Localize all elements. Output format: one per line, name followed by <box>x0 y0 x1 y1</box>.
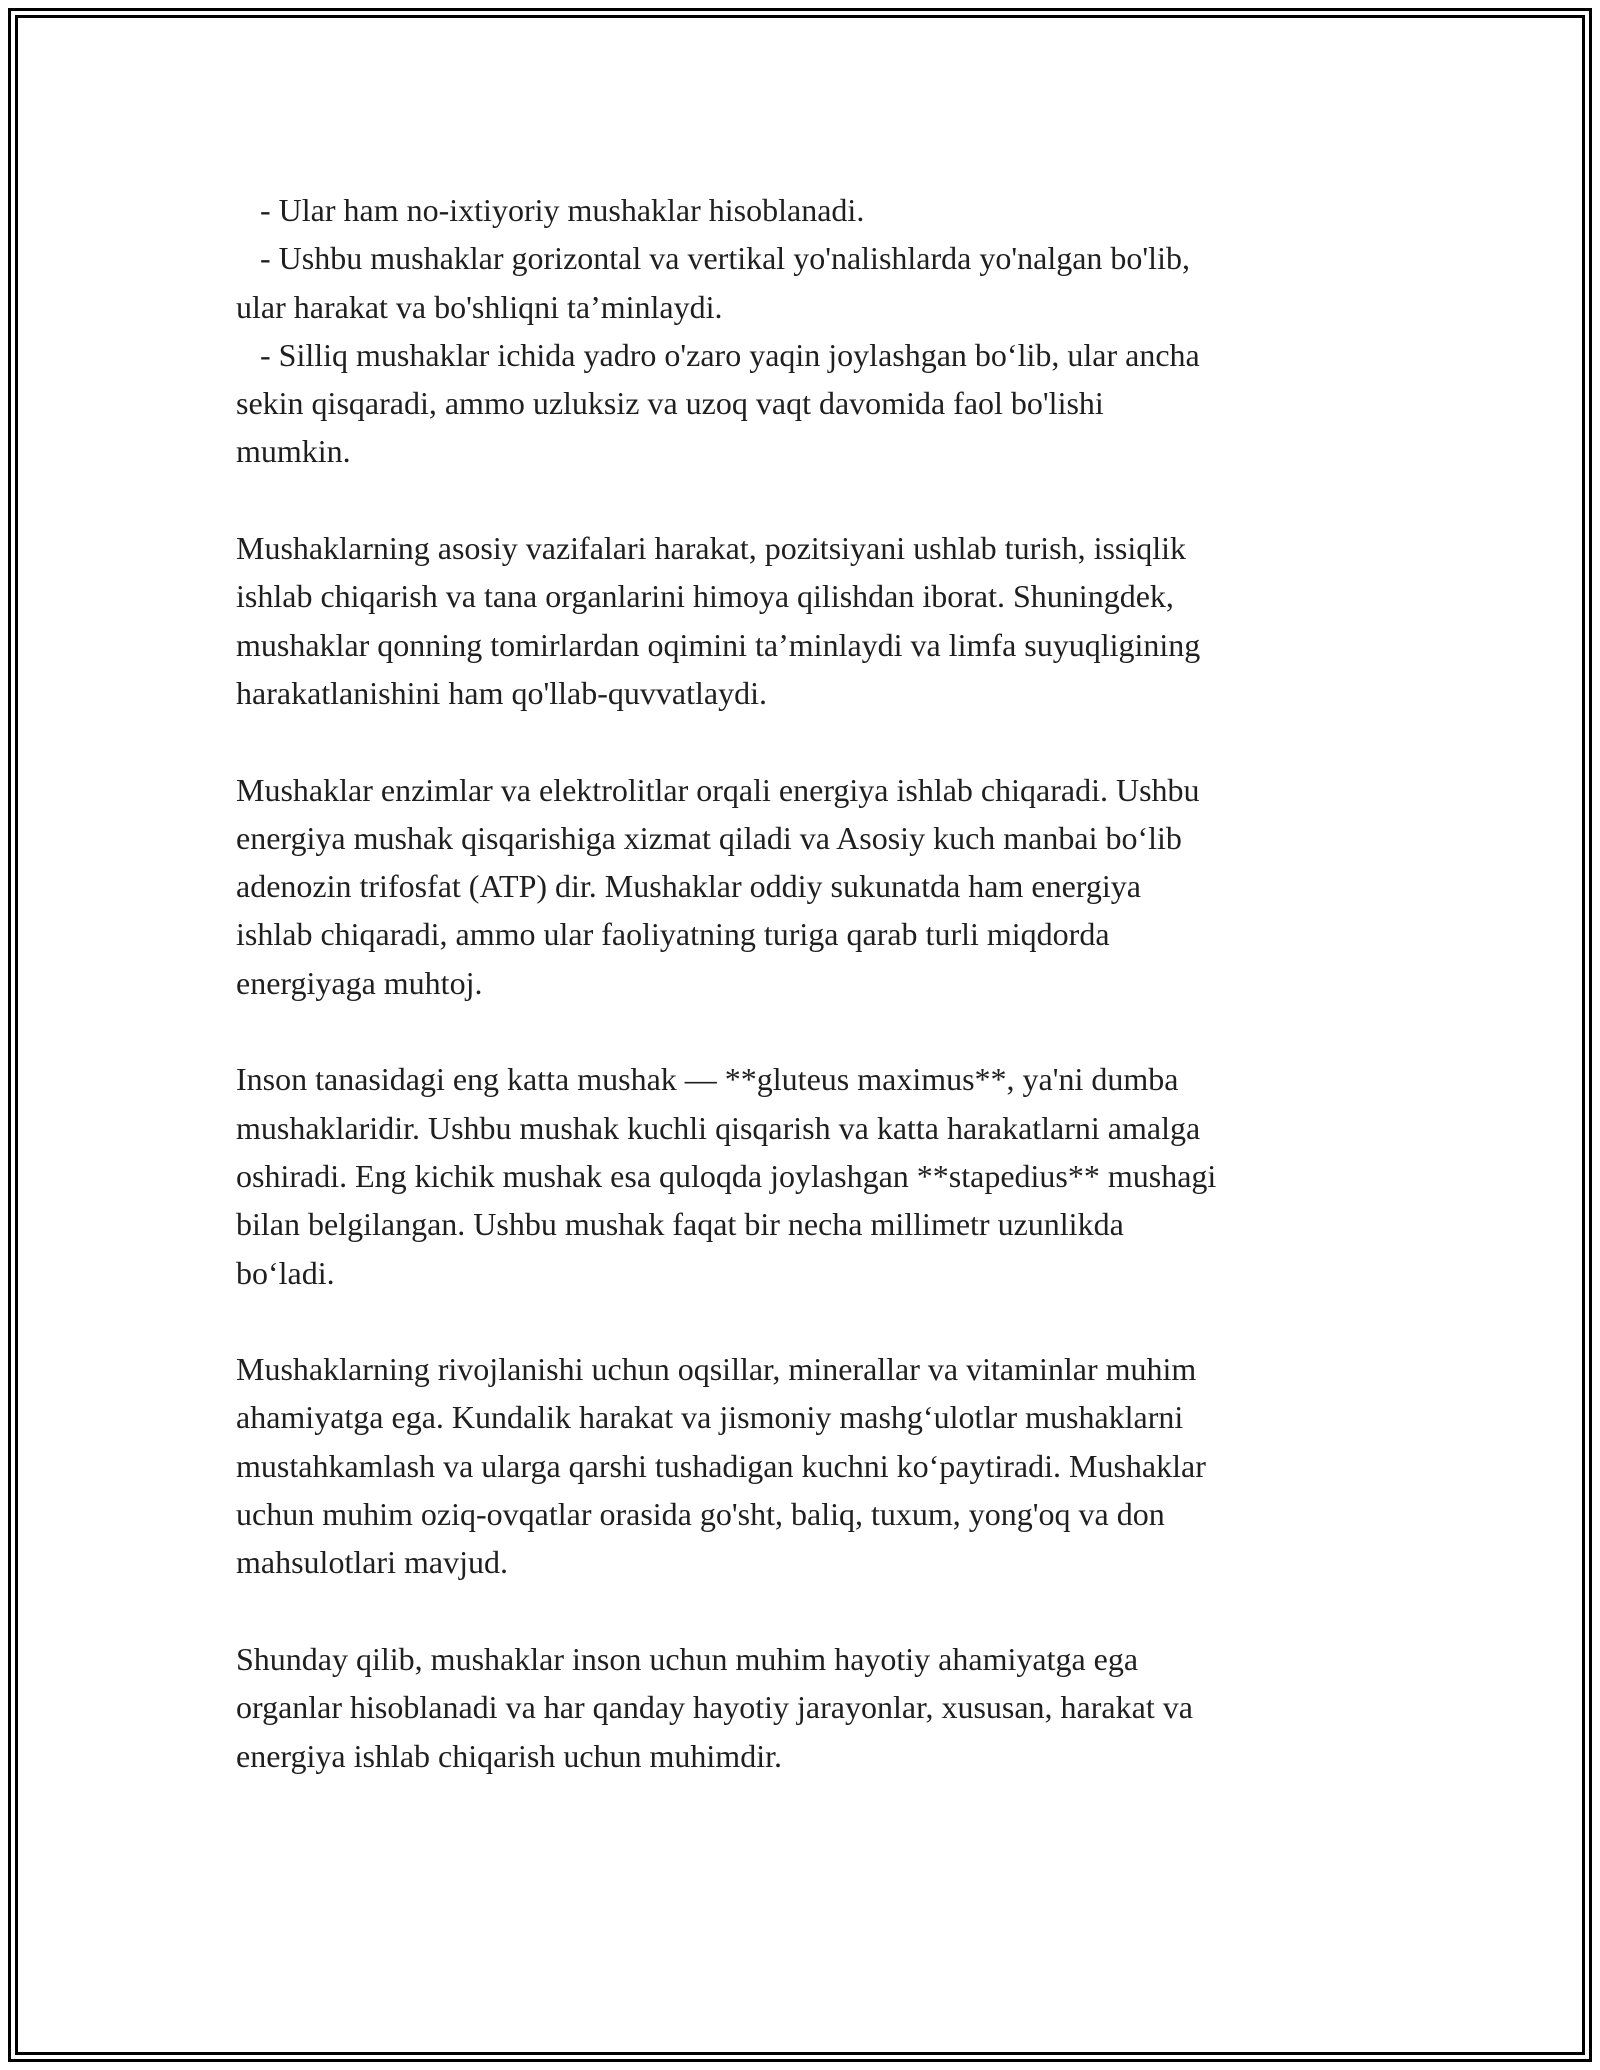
paragraph-line: energiya ishlab chiqarish uchun muhimdir. <box>236 1737 782 1774</box>
paragraph-line: Mushaklar enzimlar va elektrolitlar orqali energiya ishlab chiqaradi. Ushbu <box>236 771 1200 808</box>
paragraph-line: bo‘ladi. <box>236 1254 335 1291</box>
paragraph-line: mustahkamlash va ularga qarshi tushadigan kuchni ko‘paytiradi. Mushaklar <box>236 1447 1206 1484</box>
paragraph-line: Shunday qilib, mushaklar inson uchun muhim hayotiy ahamiyatga ega <box>236 1640 1139 1677</box>
paragraph-line: bilan belgilangan. Ushbu mushak faqat bir necha millimetr uzunlikda <box>236 1206 1124 1243</box>
paragraph-line: mushaklaridir. Ushbu mushak kuchli qisqarish va katta harakatlarni amalga <box>236 1109 1201 1146</box>
list-item: - Ular ham no-ixtiyoriy mushaklar hisoblanadi. <box>236 192 865 228</box>
paragraph-line: mahsulotlari mavjud. <box>236 1544 508 1581</box>
paragraph-gap <box>236 1297 1366 1345</box>
paragraph-line: uchun muhim oziq-ovqatlar orasida go'sht, baliq, tuxum, yong'oq va don <box>236 1496 1165 1533</box>
paragraph-line: Mushaklarning asosiy vazifalari harakat, pozitsiyani ushlab turish, issiqlik <box>236 530 1187 567</box>
paragraph-line: mushaklar qonning tomirlardan oqimini ta’minlaydi va limfa suyuqligining <box>236 626 1201 663</box>
paragraph-line: ahamiyatga ega. Kundalik harakat va jismoniy mashg‘ulotlar mushaklarni <box>236 1399 1184 1436</box>
paragraph-gap <box>236 1587 1366 1635</box>
paragraph-line: ishlab chiqaradi, ammo ular faoliyatning turiga qarab turli miqdorda <box>236 916 1110 953</box>
paragraph-line: adenozin trifosfat (ATP) dir. Mushaklar oddiy sukunatda ham energiya <box>236 868 1141 905</box>
paragraph-line: energiya mushak qisqarishiga xizmat qiladi va Asosiy kuch manbai bo‘lib <box>236 819 1182 856</box>
list-item-continuation: mumkin. <box>236 433 351 470</box>
paragraph-gap <box>236 476 1366 524</box>
paragraph-largest-smallest <box>236 1055 1366 1296</box>
paragraph-conclusion <box>236 1635 1366 1780</box>
paragraph-gap <box>236 717 1366 765</box>
list-intro-block <box>236 186 1366 476</box>
paragraph-gap <box>236 1007 1366 1055</box>
paragraph-line: harakatlanishini ham qo'llab-quvvatlaydi. <box>236 674 767 711</box>
paragraph-development <box>236 1345 1366 1586</box>
paragraph-line: Inson tanasidagi eng katta mushak — **gluteus maximus**, ya'ni dumba <box>236 1061 1179 1098</box>
list-item-continuation: sekin qisqaradi, ammo uzluksiz va uzoq vaqt davomida faol bo'lishi <box>236 385 1104 422</box>
paragraph-line: ishlab chiqarish va tana organlarini himoya qilishdan iborat. Shuningdek, <box>236 578 1174 615</box>
paragraph-line: organlar hisoblanadi va har qanday hayotiy jarayonlar, xususan, harakat va <box>236 1689 1193 1726</box>
list-item: - Silliq mushaklar ichida yadro o'zaro yaqin joylashgan bo‘lib, ular ancha <box>236 336 1200 373</box>
list-item-continuation: ular harakat va bo'shliqni ta’minlaydi. <box>236 288 723 325</box>
paragraph-line: energiyaga muhtoj. <box>236 964 483 1001</box>
list-item: - Ushbu mushaklar gorizontal va vertikal yo'nalishlarda yo'nalgan bo'lib, <box>236 240 1190 277</box>
paragraph-energy <box>236 766 1366 1007</box>
document-body <box>236 186 1366 1780</box>
paragraph-line: oshiradi. Eng kichik mushak esa quloqda joylashgan **stapedius** mushagi <box>236 1157 1217 1194</box>
paragraph-functions <box>236 524 1366 717</box>
paragraph-line: Mushaklarning rivojlanishi uchun oqsillar, minerallar va vitaminlar muhim <box>236 1351 1197 1388</box>
